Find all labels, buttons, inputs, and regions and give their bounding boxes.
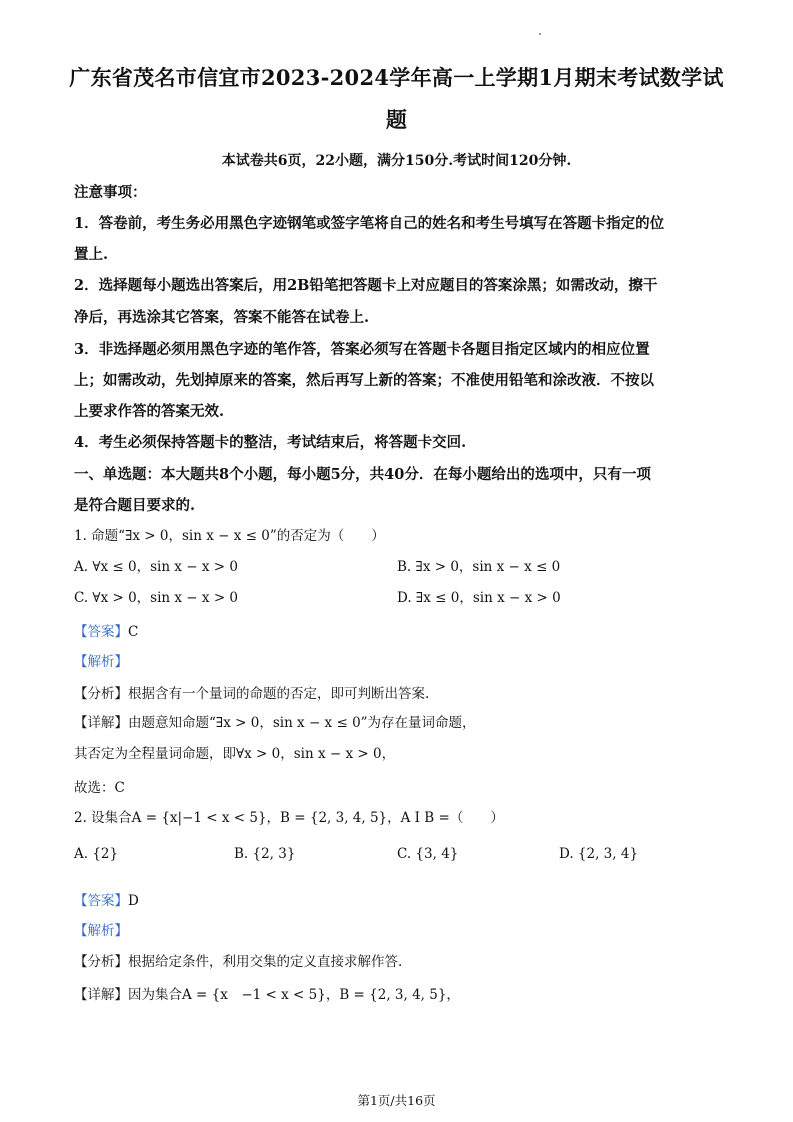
notice-line: 2．选择题每小题选出答案后，用2B铅笔把答题卡上对应题目的答案涂黑；如需改动，擦干 — [74, 277, 658, 294]
question-1-answer — [74, 620, 138, 640]
question-1-analysis-tag: 【解析】 — [74, 654, 128, 670]
page-footer: 第1页/共16页 — [357, 1093, 436, 1108]
section-heading-line2: 是符合题目要求的. — [74, 497, 196, 514]
notice-line: 上；如需改动，先划掉原来的答案，然后再写上新的答案；不准使用铅笔和涂改液．不按以 — [74, 372, 654, 389]
notice-line: 上要求作答的答案无效. — [74, 403, 225, 420]
question-1-solution-line2: 其否定为全程量词命题，即∀x > 0，sin x − x > 0， — [74, 746, 396, 762]
exam-info: 本试卷共6页，22小题，满分150分.考试时间120分钟. — [221, 153, 572, 169]
question-2-option-d: D. {2, 3, 4} — [559, 846, 639, 862]
question-1-option-a: A. ∀x ≤ 0，sin x − x > 0 — [74, 559, 238, 575]
xiangjie-tag: 【详解】 — [74, 715, 128, 731]
page-title-line1: 广东省茂名市信宜市2023-2024学年高一上学期1月期末考试数学试 — [69, 65, 724, 90]
notice-line: 1．答卷前，考生务必用黑色字迹钢笔或签字笔将自己的姓名和考生号填写在答题卡指定的位 — [74, 215, 665, 232]
question-2-stem: 2. 设集合A = {x|−1 < x < 5}，B = {2, 3, 4, 5}，A I B =（ ） — [74, 810, 504, 826]
xiangjie-text: 由题意知命题“∃x > 0，sin x − x ≤ 0”为存在量词命题， — [128, 715, 476, 731]
notice-heading: 注意事项： — [74, 184, 147, 201]
answer-value: D — [128, 893, 139, 909]
page-title-line2: 题 — [385, 107, 408, 132]
xiangjie-tag: 【详解】 — [74, 987, 128, 1003]
notice-line: 净后，再选涂其它答案，答案不能答在试卷上. — [74, 309, 370, 326]
scan-dot — [539, 33, 541, 35]
notice-line: 3．非选择题必须用黑色字迹的笔作答，答案必须写在答题卡各题目指定区域内的相应位置 — [74, 341, 650, 358]
question-1-fenxi — [74, 682, 429, 702]
answer-tag: 【答案】 — [74, 624, 128, 640]
fenxi-text: 根据给定条件，利用交集的定义直接求解作答. — [128, 954, 403, 970]
question-1-xiangjie — [74, 711, 476, 731]
question-1-option-c: C. ∀x > 0，sin x − x > 0 — [74, 590, 239, 606]
question-2-answer — [74, 889, 139, 909]
question-1-option-b: B. ∃x > 0，sin x − x ≤ 0 — [397, 559, 561, 575]
xiangjie-text: 因为集合A = {x −1 < x < 5}，B = {2, 3, 4, 5}， — [128, 987, 460, 1003]
question-1-solution-line3: 故选：C — [74, 780, 125, 796]
question-2-fenxi — [74, 950, 402, 970]
question-2-xiangjie — [74, 983, 460, 1003]
fenxi-text: 根据含有一个量词的命题的否定，即可判断出答案. — [128, 686, 430, 702]
section-heading-line1: 一、单选题：本大题共8个小题，每小题5分，共40分．在每小题给出的选项中，只有一项 — [74, 466, 651, 483]
question-2-option-c: C. {3, 4} — [397, 846, 459, 862]
notice-line: 置上. — [74, 246, 109, 263]
question-2-analysis-tag: 【解析】 — [74, 923, 128, 939]
question-2-option-a: A. {2} — [74, 846, 119, 862]
question-1-stem: 1. 命题“∃x > 0，sin x − x ≤ 0”的否定为（ ） — [74, 528, 385, 544]
question-2-option-b: B. {2, 3} — [234, 846, 296, 862]
answer-value: C — [128, 624, 139, 640]
fenxi-tag: 【分析】 — [74, 954, 128, 970]
question-1-option-d: D. ∃x ≤ 0，sin x − x > 0 — [397, 590, 561, 606]
answer-tag: 【答案】 — [74, 893, 128, 909]
fenxi-tag: 【分析】 — [74, 686, 128, 702]
notice-line: 4．考生必须保持答题卡的整洁，考试结束后，将答题卡交回. — [74, 434, 467, 451]
